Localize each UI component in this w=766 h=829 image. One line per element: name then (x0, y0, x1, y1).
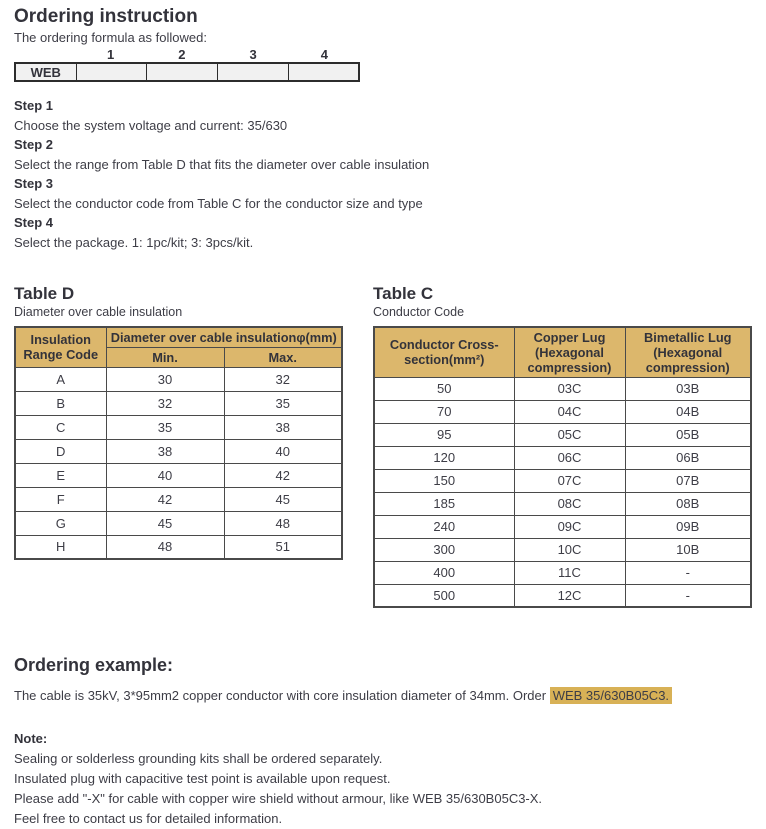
table-cell: - (625, 561, 751, 584)
step-2-text: Select the range from Table D that fits the diameter over cable insulation (14, 156, 430, 172)
table-cell: 06C (514, 446, 625, 469)
table-c-header-cross-section: Conductor Cross-section(mm²) (374, 327, 514, 377)
table-cell: 11C (514, 561, 625, 584)
formula-position-2: 2 (178, 47, 186, 62)
formula-cell-2 (147, 63, 218, 81)
table-cell: 150 (374, 469, 514, 492)
table-d-subtitle: Diameter over cable insulation (14, 305, 183, 319)
table-row (374, 561, 751, 584)
step-3-text: Select the conductor code from Table C for the conductor size and type (14, 195, 423, 211)
table-cell: 30 (106, 367, 224, 391)
table-d-block (14, 283, 341, 560)
table-cell: G (15, 511, 106, 535)
table-cell: 38 (224, 415, 342, 439)
table-d-header-group: Diameter over cable insulationφ(mm) (106, 327, 342, 347)
example-highlighted-code: WEB 35/630B05C3. (550, 687, 672, 704)
note-section (14, 729, 766, 829)
table-row (15, 487, 342, 511)
table-cell: 09B (625, 515, 751, 538)
table-row (15, 391, 342, 415)
table-d (14, 326, 343, 560)
table-d-header (15, 327, 342, 367)
table-cell: D (15, 439, 106, 463)
step-4-label: Step 4 (14, 215, 54, 230)
table-cell: 04C (514, 400, 625, 423)
table-c-header-bimetallic-lug: Bimetallic Lug (Hexagonal compression) (625, 327, 751, 377)
step-4-text: Select the package. 1: 1pc/kit; 3: 3pcs/kit. (14, 234, 254, 250)
table-cell: 45 (106, 511, 224, 535)
table-cell: 40 (224, 439, 342, 463)
table-d-header-max: Max. (224, 347, 342, 367)
formula-spacer (14, 47, 75, 62)
step-1-label: Step 1 (14, 98, 54, 113)
table-row (374, 377, 751, 400)
table-cell: 08C (514, 492, 625, 515)
table-cell: 10C (514, 538, 625, 561)
table-d-body (15, 367, 342, 559)
table-row (15, 439, 342, 463)
table-row (374, 446, 751, 469)
table-cell: 50 (374, 377, 514, 400)
table-cell: 38 (106, 439, 224, 463)
table-cell: 48 (224, 511, 342, 535)
step-2-label: Step 2 (14, 137, 54, 152)
table-cell: 500 (374, 584, 514, 607)
ordering-example-text (14, 686, 766, 705)
table-cell: 09C (514, 515, 625, 538)
ordering-example-title: Ordering example: (14, 655, 174, 675)
table-c-title: Table C (373, 284, 434, 303)
table-cell: 240 (374, 515, 514, 538)
table-cell: 07C (514, 469, 625, 492)
formula-position-4: 4 (320, 47, 328, 62)
table-d-header-range-code: Insulation Range Code (15, 327, 106, 367)
table-cell: - (625, 584, 751, 607)
table-cell: 03C (514, 377, 625, 400)
step-3-label: Step 3 (14, 176, 54, 191)
table-cell: 32 (224, 367, 342, 391)
table-cell: 03B (625, 377, 751, 400)
note-line-4: Feel free to contact us for detailed information. (14, 811, 283, 826)
table-cell: 45 (224, 487, 342, 511)
note-line-1: Sealing or solderless grounding kits shall be ordered separately. (14, 751, 383, 766)
table-row (374, 538, 751, 561)
table-cell: 51 (224, 535, 342, 559)
table-cell: 35 (106, 415, 224, 439)
table-cell: 300 (374, 538, 514, 561)
example-text-before: The cable is 35kV, 3*95mm2 copper conductor with core insulation diameter of 34mm. Order (14, 688, 550, 703)
table-d-title: Table D (14, 284, 75, 303)
formula-position-3: 3 (249, 47, 257, 62)
table-row (374, 469, 751, 492)
table-cell: 40 (106, 463, 224, 487)
table-row (15, 463, 342, 487)
formula-cell-1 (76, 63, 147, 81)
formula-cell-4 (288, 63, 359, 81)
ordering-formula (14, 47, 360, 82)
table-cell: 42 (224, 463, 342, 487)
table-cell: 32 (106, 391, 224, 415)
table-cell: 35 (224, 391, 342, 415)
table-cell: 10B (625, 538, 751, 561)
tables-section (14, 283, 766, 608)
table-row (374, 515, 751, 538)
formula-prefix-cell: WEB (15, 63, 76, 81)
table-cell: 48 (106, 535, 224, 559)
table-cell: A (15, 367, 106, 391)
table-cell: 185 (374, 492, 514, 515)
table-row (15, 511, 342, 535)
table-row (15, 535, 342, 559)
page-title: Ordering instruction (14, 6, 198, 27)
note-line-3: Please add "-X" for cable with copper wire shield without armour, like WEB 35/630B05C3-X. (14, 791, 543, 806)
table-cell: C (15, 415, 106, 439)
table-cell: 120 (374, 446, 514, 469)
table-row (374, 584, 751, 607)
table-row (374, 400, 751, 423)
page-subtitle: The ordering formula as followed: (14, 30, 207, 45)
formula-position-labels (14, 47, 360, 62)
table-cell: 05C (514, 423, 625, 446)
table-d-header-min: Min. (106, 347, 224, 367)
table-cell: 08B (625, 492, 751, 515)
table-c-header-copper-lug: Copper Lug (Hexagonal compression) (514, 327, 625, 377)
note-label: Note: (14, 731, 48, 746)
table-c-subtitle: Conductor Code (373, 305, 465, 319)
steps-section (14, 96, 766, 252)
table-row (15, 367, 342, 391)
table-row (374, 492, 751, 515)
table-row (374, 423, 751, 446)
table-cell: B (15, 391, 106, 415)
table-cell: 95 (374, 423, 514, 446)
formula-cell-3 (218, 63, 289, 81)
formula-position-1: 1 (107, 47, 115, 62)
table-cell: H (15, 535, 106, 559)
table-cell: F (15, 487, 106, 511)
note-line-2: Insulated plug with capacitive test point is available upon request. (14, 771, 391, 786)
table-row (15, 415, 342, 439)
table-cell: 400 (374, 561, 514, 584)
table-c (373, 326, 752, 608)
table-cell: 05B (625, 423, 751, 446)
formula-table (14, 62, 360, 82)
table-c-header (374, 327, 751, 377)
table-cell: 06B (625, 446, 751, 469)
table-cell: 42 (106, 487, 224, 511)
table-c-block (373, 283, 750, 608)
table-c-body (374, 377, 751, 607)
table-cell: 12C (514, 584, 625, 607)
table-cell: E (15, 463, 106, 487)
table-cell: 70 (374, 400, 514, 423)
table-cell: 07B (625, 469, 751, 492)
step-1-text: Choose the system voltage and current: 35/630 (14, 117, 288, 133)
table-cell: 04B (625, 400, 751, 423)
